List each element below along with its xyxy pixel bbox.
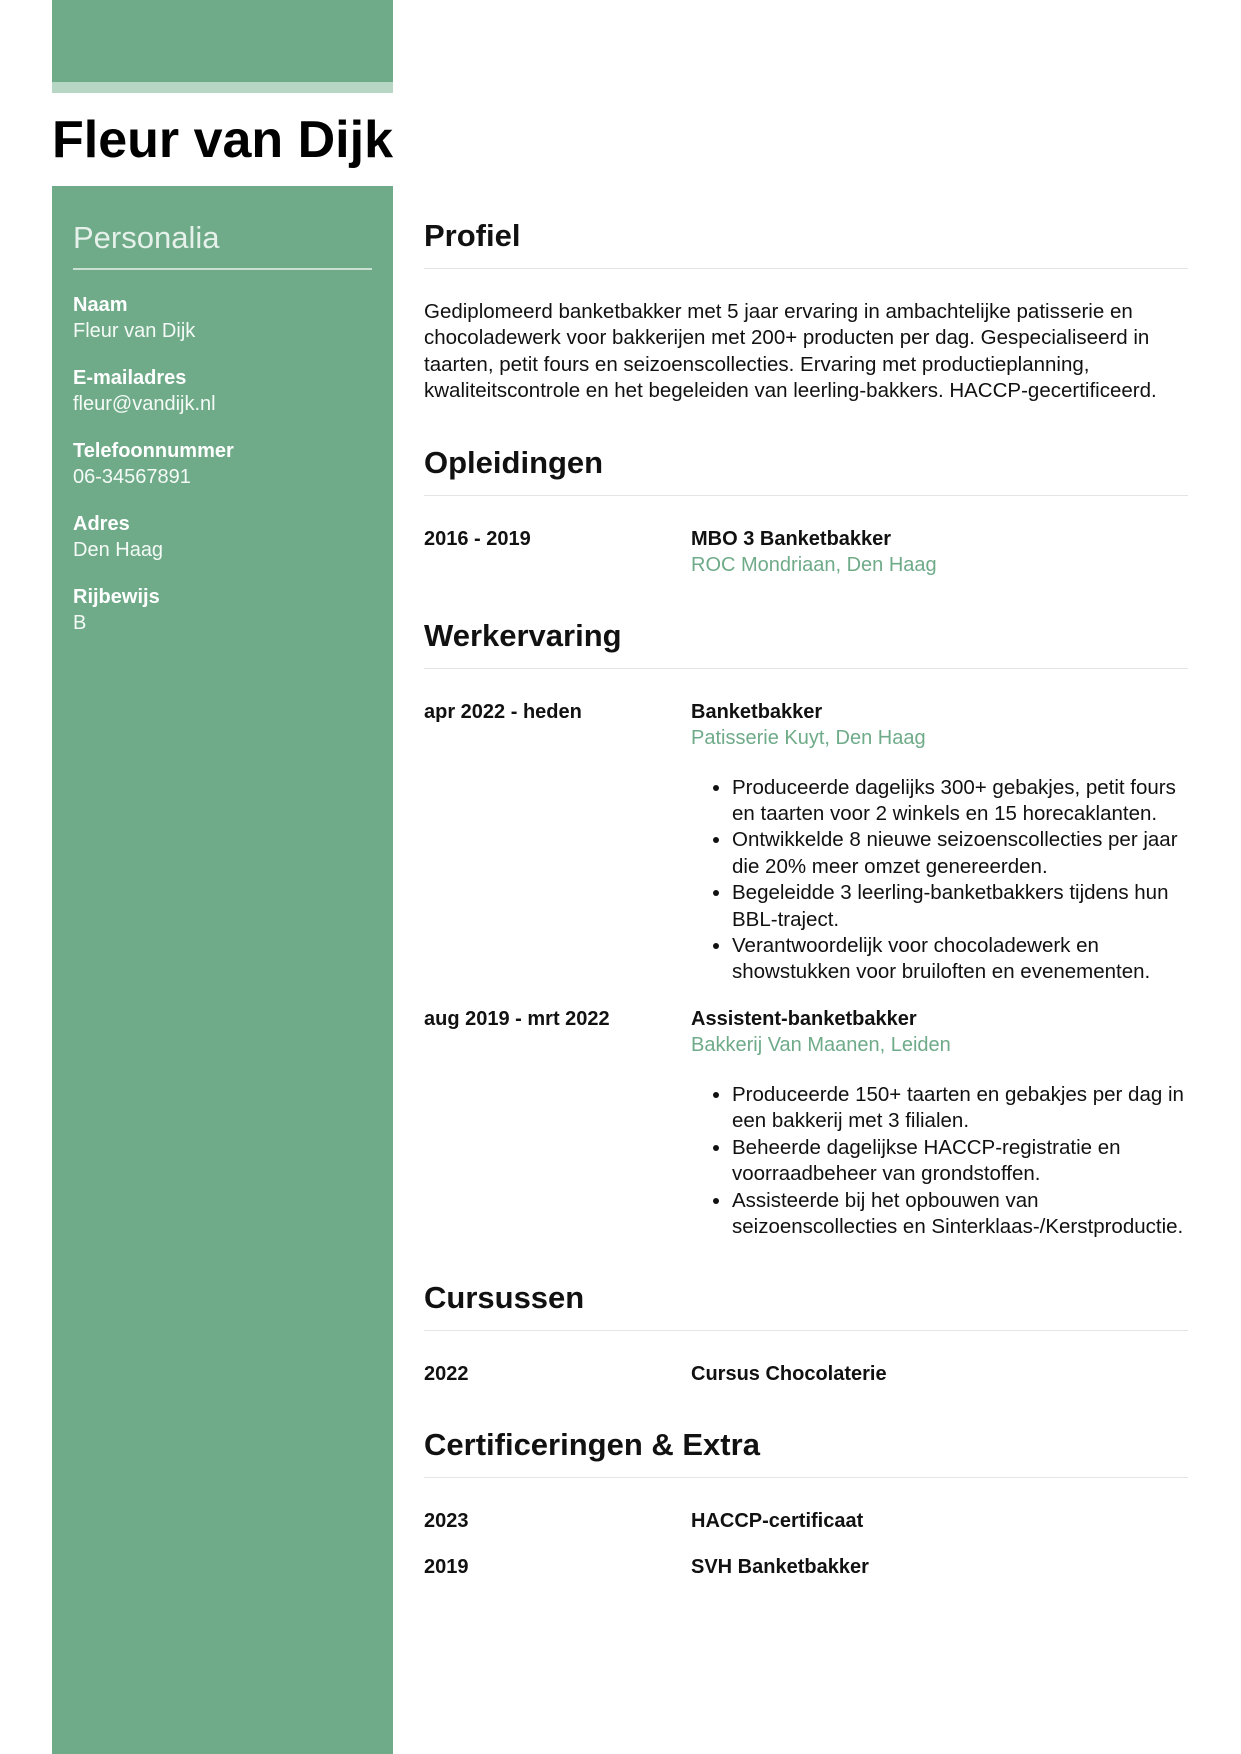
field-label: Telefoonnummer: [73, 440, 234, 462]
field-email: [73, 365, 372, 417]
sidebar-personalia: [52, 186, 393, 1754]
entry-title: HACCP-certificaat: [691, 1510, 864, 1533]
main-content: [424, 212, 1188, 1580]
entry-org: ROC Mondriaan, Den Haag: [691, 553, 937, 576]
education-entry: [424, 526, 1188, 578]
certification-entry: [424, 1554, 1188, 1580]
entry-org: Bakkerij Van Maanen, Leiden: [691, 1033, 951, 1056]
section-title: Opleidingen: [424, 444, 604, 480]
field-value: fleur@vandijk.nl: [73, 393, 216, 415]
field-value: 06-34567891: [73, 466, 191, 488]
section-divider: [424, 495, 1188, 496]
entry-date: 2023: [424, 1510, 469, 1533]
entry-date: apr 2022 - heden: [424, 700, 582, 723]
bullet-list: [691, 775, 1188, 986]
field-telefoon: [73, 438, 372, 490]
entry-title: Cursus Chocolaterie: [691, 1363, 887, 1386]
entry-date: aug 2019 - mrt 2022: [424, 1007, 610, 1030]
experience-entry: [424, 699, 1188, 986]
bullet-item: • Produceerde dagelijks 300+ gebakjes, petit fours en taarten voor 2 winkels en 15 horecaklanten.: [732, 775, 1188, 828]
entry-body: [691, 1508, 1188, 1534]
section-title: Werkervaring: [424, 617, 622, 653]
profile-text: Gediplomeerd banketbakker met 5 jaar ervaring in ambachtelijke patisserie en chocoladewerk voor bakkerijen met 200+ producten per dag. Gespecialiseerd in taarten, petit fours en seizoenscollecties. Ervaring met productieplanning, kwaliteitscontrole en het begeleiden van leerling-bakkers. HACCP-gecertificeerd.: [424, 300, 1157, 403]
field-value: B: [73, 612, 87, 634]
section-divider: [424, 268, 1188, 269]
section-opleidingen: [424, 439, 1188, 578]
bullet-item: • Beheerde dagelijkse HACCP-registratie en voorraadbeheer van grondstoffen.: [732, 1135, 1188, 1188]
certification-entry: [424, 1508, 1188, 1534]
field-naam: [73, 292, 372, 344]
entry-title: MBO 3 Banketbakker: [691, 527, 892, 550]
entry-date: 2019: [424, 1556, 469, 1579]
bullet-item: • Ontwikkelde 8 nieuwe seizoenscollecties per jaar die 20% meer omzet genereerden.: [732, 827, 1188, 880]
section-title: Certificeringen & Extra: [424, 1427, 760, 1463]
section-divider: [424, 1477, 1188, 1478]
entry-date: 2016 - 2019: [424, 527, 531, 550]
candidate-name: Fleur van Dijk: [52, 111, 393, 169]
entry-date: 2022: [424, 1363, 469, 1386]
entry-body: [691, 1361, 1188, 1387]
bullet-item: • Produceerde 150+ taarten en gebakjes per dag in een bakkerij met 3 filialen.: [732, 1082, 1188, 1135]
entry-body: [691, 1006, 1188, 1240]
section-title: Cursussen: [424, 1280, 585, 1316]
section-title: Profiel: [424, 218, 521, 253]
field-adres: [73, 511, 372, 563]
field-label: E-mailadres: [73, 367, 187, 389]
sidebar-title: Personalia: [73, 220, 220, 255]
entry-body: [691, 526, 1188, 578]
entry-org: Patisserie Kuyt, Den Haag: [691, 726, 926, 749]
header-accent-block: [52, 0, 393, 82]
sidebar-divider: [73, 268, 372, 270]
section-divider: [424, 668, 1188, 669]
entry-title: Assistent-banketbakker: [691, 1007, 917, 1030]
entry-title: Banketbakker: [691, 700, 823, 723]
bullet-item: • Begeleidde 3 leerling-banketbakkers tijdens hun BBL-traject.: [732, 880, 1188, 933]
bullet-item: • Assisteerde bij het opbouwen van seizoenscollecties en Sinterklaas-/Kerstproductie.: [732, 1188, 1188, 1241]
bullet-list: [691, 1082, 1188, 1240]
entry-title: SVH Banketbakker: [691, 1556, 869, 1579]
header-accent-strip: [52, 82, 393, 93]
section-cursussen: [424, 1274, 1188, 1387]
bullet-item: • Verantwoordelijk voor chocoladewerk en showstukken voor bruiloften en evenementen.: [732, 933, 1188, 986]
field-rijbewijs: [73, 584, 372, 636]
field-label: Adres: [73, 513, 130, 535]
section-profiel: [424, 212, 1188, 405]
section-werkervaring: [424, 612, 1188, 1241]
field-label: Naam: [73, 294, 128, 316]
section-certificeringen: [424, 1421, 1188, 1580]
course-entry: [424, 1361, 1188, 1387]
entry-body: [691, 699, 1188, 986]
section-divider: [424, 1330, 1188, 1331]
field-value: Den Haag: [73, 539, 164, 561]
entry-body: [691, 1554, 1188, 1580]
experience-entry: [424, 1006, 1188, 1240]
field-label: Rijbewijs: [73, 586, 160, 608]
field-value: Fleur van Dijk: [73, 320, 196, 342]
